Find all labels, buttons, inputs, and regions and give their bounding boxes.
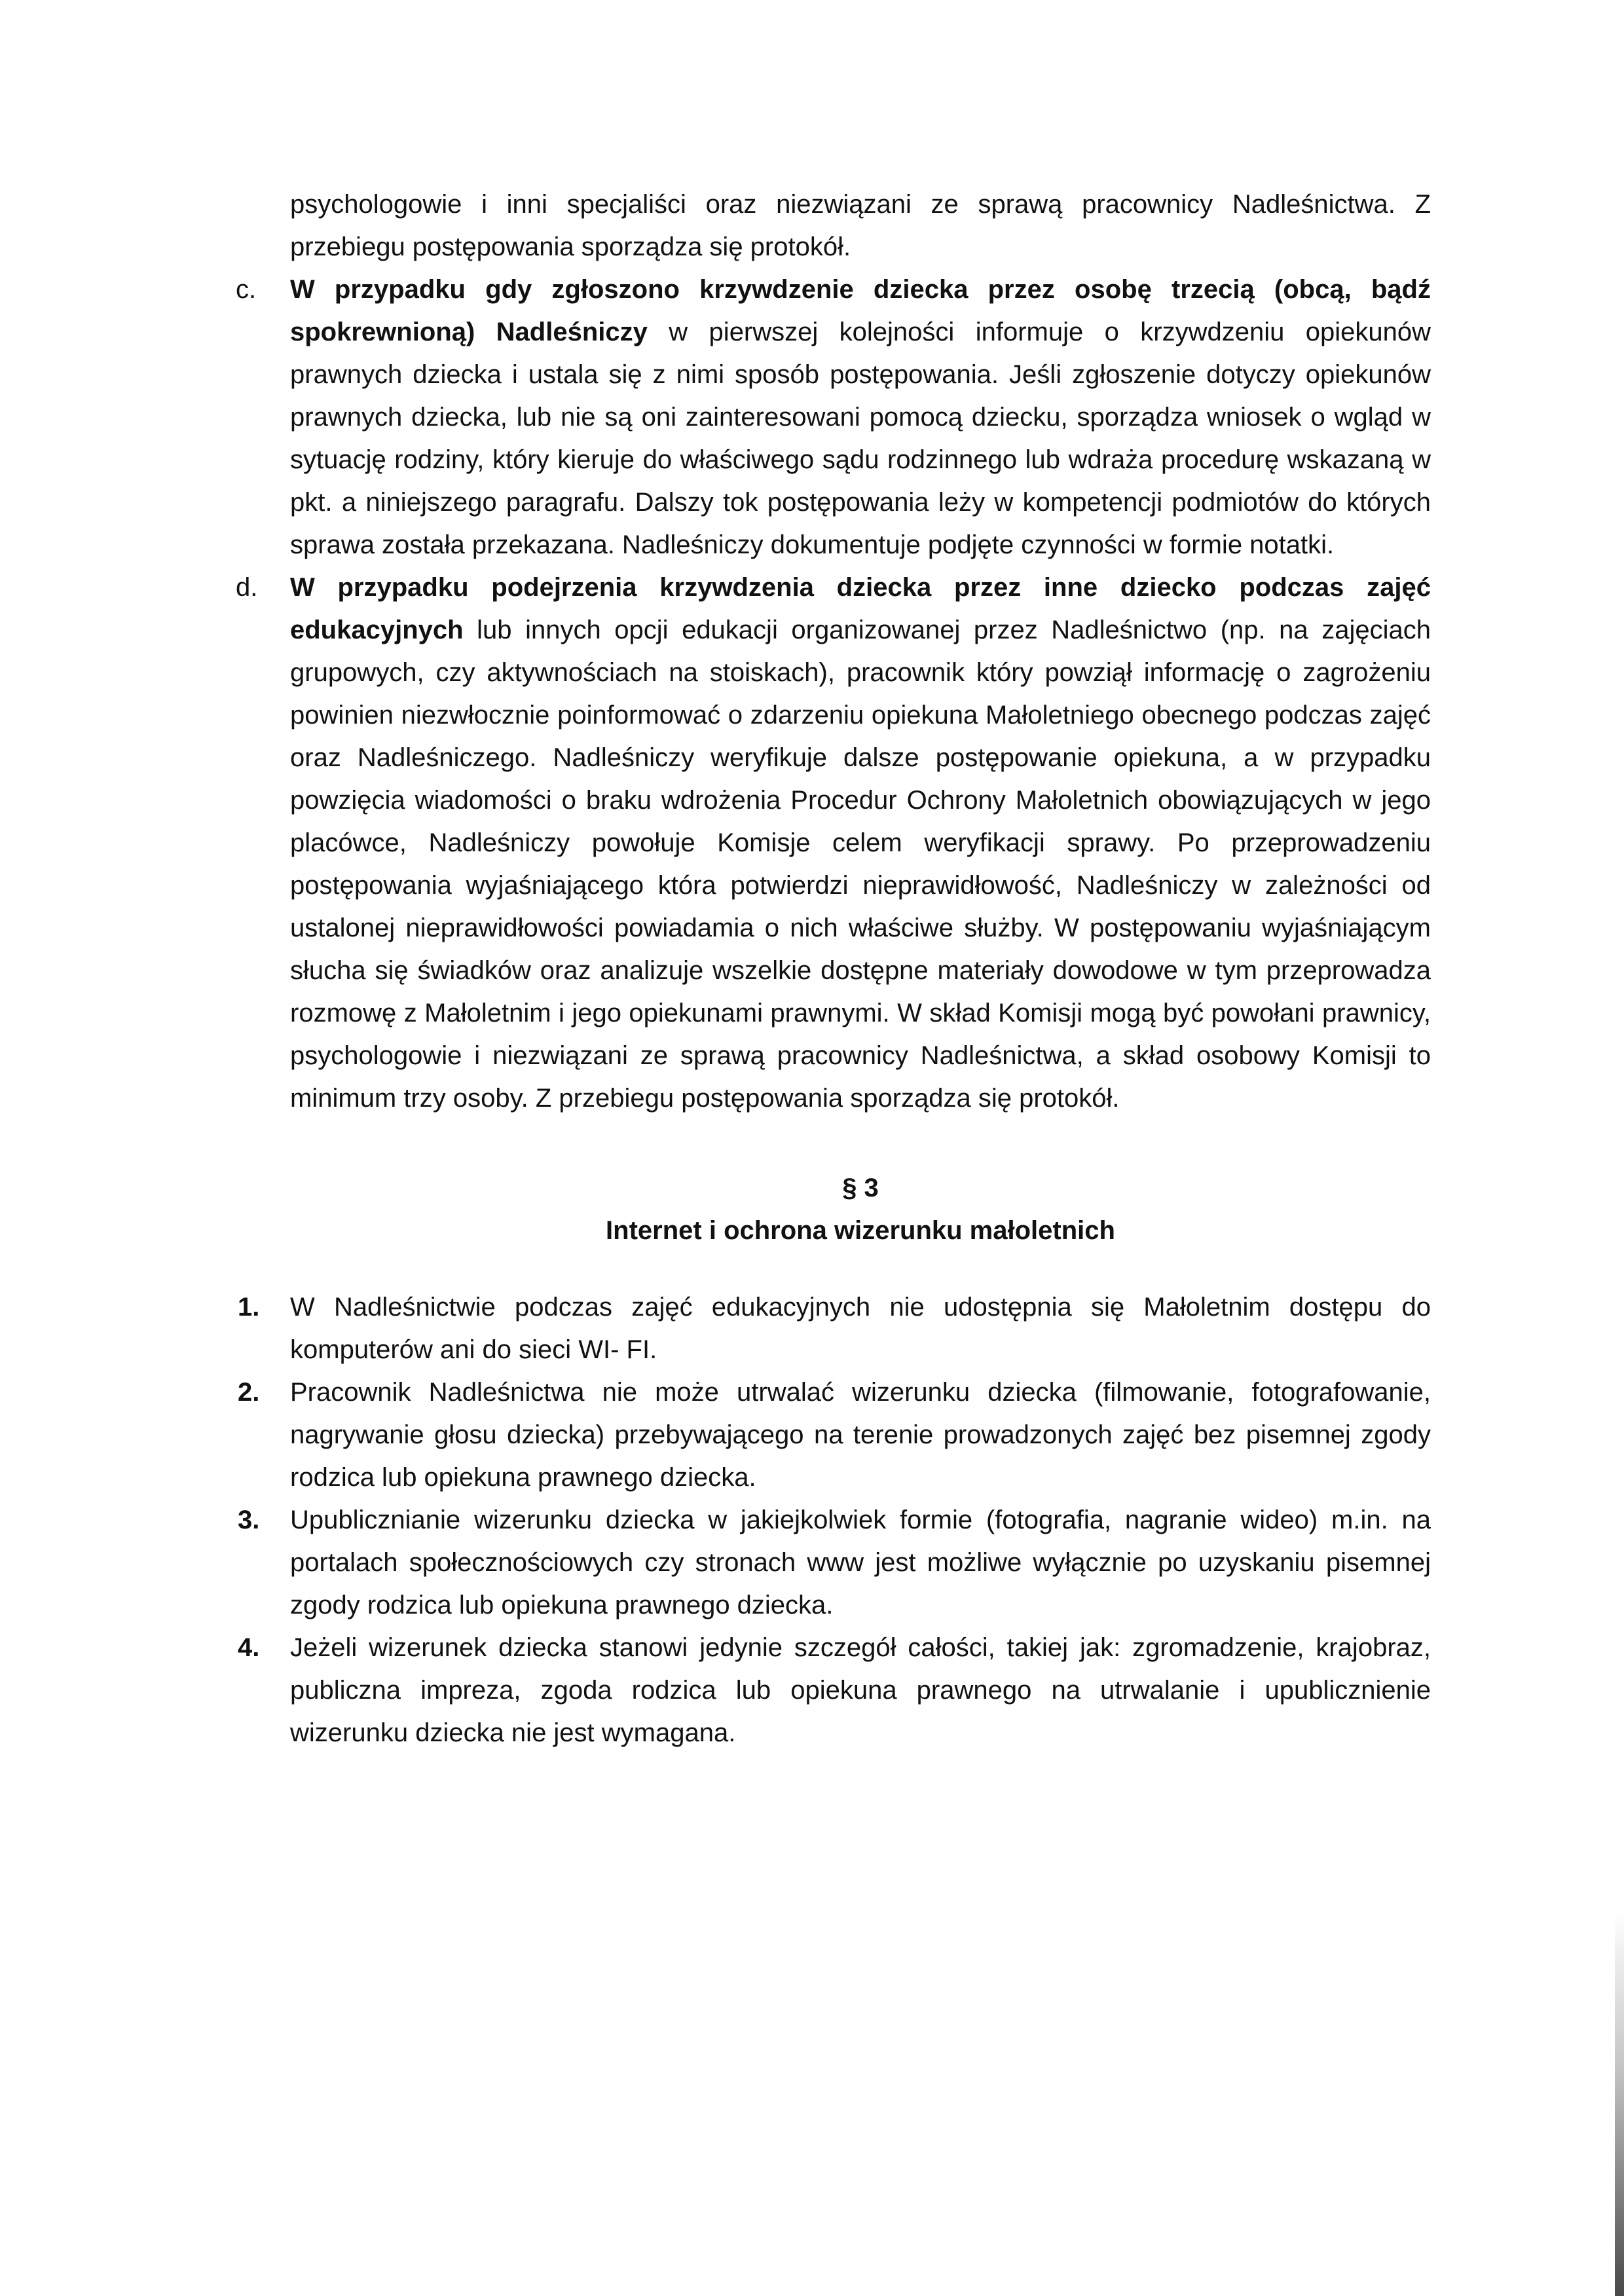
numbered-item-4-text: Jeżeli wizerunek dziecka stanowi jedynie szczegół całości, takiej jak: zgromadzenie, krajobraz, publiczna impreza, zgoda rodzica lub opiekuna prawnego na utrwalanie i upublicznienie wizerunku dziecka nie jest wymagana. (290, 1633, 1431, 1747)
numbered-item-1-text: W Nadleśnictwie podczas zajęć edukacyjnych nie udostępnia się Małoletnim dostępu do komputerów ani do sieci WI- FI. (290, 1293, 1431, 1364)
list-item-d-text (290, 566, 1431, 1120)
numbered-marker-4: 4. (238, 1633, 260, 1662)
section-title: Internet i ochrona wizerunku małoletnich (606, 1216, 1115, 1245)
numbered-item-3-text: Upublicznianie wizerunku dziecka w jakiejkolwiek formie (fotografia, nagranie wideo) m.in. na portalach społecznościowych czy stronach www jest możliwe wyłącznie po uzyskaniu pisemnej zgody rodzica lub opiekuna prawnego dziecka. (290, 1506, 1431, 1620)
scan-shadow-edge (1615, 1912, 1624, 2296)
numbered-item-2-text: Pracownik Nadleśnictwa nie może utrwalać wizerunku dziecka (filmowanie, fotografowanie, nagrywanie głosu dziecka) przebywającego na terenie prowadzonych zajęć bez pisemnej zgody rodzica lub opiekuna prawnego dziecka. (290, 1378, 1431, 1492)
numbered-item-4 (238, 1627, 1431, 1754)
section-number: § 3 (842, 1174, 879, 1202)
list-item-d-bold: W przypadku podejrzenia krzywdzenia dziecka przez inne dziecko podczas zajęć edukacyjnych (290, 573, 1431, 644)
numbered-marker-1: 1. (238, 1293, 260, 1322)
list-item-c (236, 268, 1431, 566)
numbered-item-1 (238, 1286, 1431, 1371)
list-item-d (236, 566, 1431, 1120)
list-item-c-bold: W przypadku gdy zgłoszono krzywdzenie dziecka przez osobę trzecią (obcą, bądź spokrewnioną) Nadleśniczy (290, 275, 1431, 346)
list-item-c-body: w pierwszej kolejności informuje o krzywdzeniu opiekunów prawnych dziecka i ustala się z nimi sposób postępowania. Jeśli zgłoszenie dotyczy opiekunów prawnych dziecka, lub nie są oni zainteresowani pomocą dziecku, sporządza wniosek o wgląd w sytuację rodziny, który kieruje do właściwego sądu rodzinnego lub wdraża procedurę wskazaną w pkt. a niniejszego paragrafu. Dalszy tok postępowania leży w kompetencji podmiotów do których sprawa została przekazana. Nadleśniczy dokumentuje podjęte czynności w formie notatki. (290, 318, 1431, 559)
document-body (236, 183, 1431, 1754)
numbered-item-2 (238, 1371, 1431, 1499)
list-item-d-body: lub innych opcji edukacji organizowanej przez Nadleśnictwo (np. na zajęciach grupowych, czy aktywnościach na stoiskach), pracownik który powziął informację o zagrożeniu powinien niezwłocznie poinformować o zdarzeniu opiekuna Małoletniego obecnego podczas zajęć oraz Nadleśniczego. Nadleśniczy weryfikuje dalsze postępowanie opiekuna, a w przypadku powzięcia wiadomości o braku wdrożenia Procedur Ochrony Małoletnich obowiązujących w jego placówce, Nadleśniczy powołuje Komisje celem weryfikacji sprawy. Po przeprowadzeniu postępowania wyjaśniającego która potwierdzi nieprawidłowość, Nadleśniczy w zależności od ustalonej nieprawidłowości powiadamia o nich właściwe służby. W postępowaniu wyjaśniającym słucha się świadków oraz analizuje wszelkie dostępne materiały dowodowe w tym przeprowadza rozmowę z Małoletnim i jego opiekunami prawnymi. W skład Komisji mogą być powołani prawnicy, psychologowie i niezwiązani ze sprawą pracownicy Nadleśnictwa, a skład osobowy Komisji to minimum trzy osoby. Z przebiegu postępowania sporządza się protokół. (290, 616, 1431, 1113)
numbered-item-3 (238, 1499, 1431, 1627)
list-marker-d: d. (236, 573, 258, 602)
list-item-c-text (290, 268, 1431, 566)
numbered-list (238, 1286, 1431, 1754)
intro-paragraph: psychologowie i inni specjaliści oraz niezwiązani ze sprawą pracownicy Nadleśnictwa. Z przebiegu postępowania sporządza się protokół. (290, 190, 1431, 261)
numbered-marker-3: 3. (238, 1506, 260, 1534)
list-marker-c: c. (236, 275, 257, 304)
numbered-marker-2: 2. (238, 1378, 260, 1407)
